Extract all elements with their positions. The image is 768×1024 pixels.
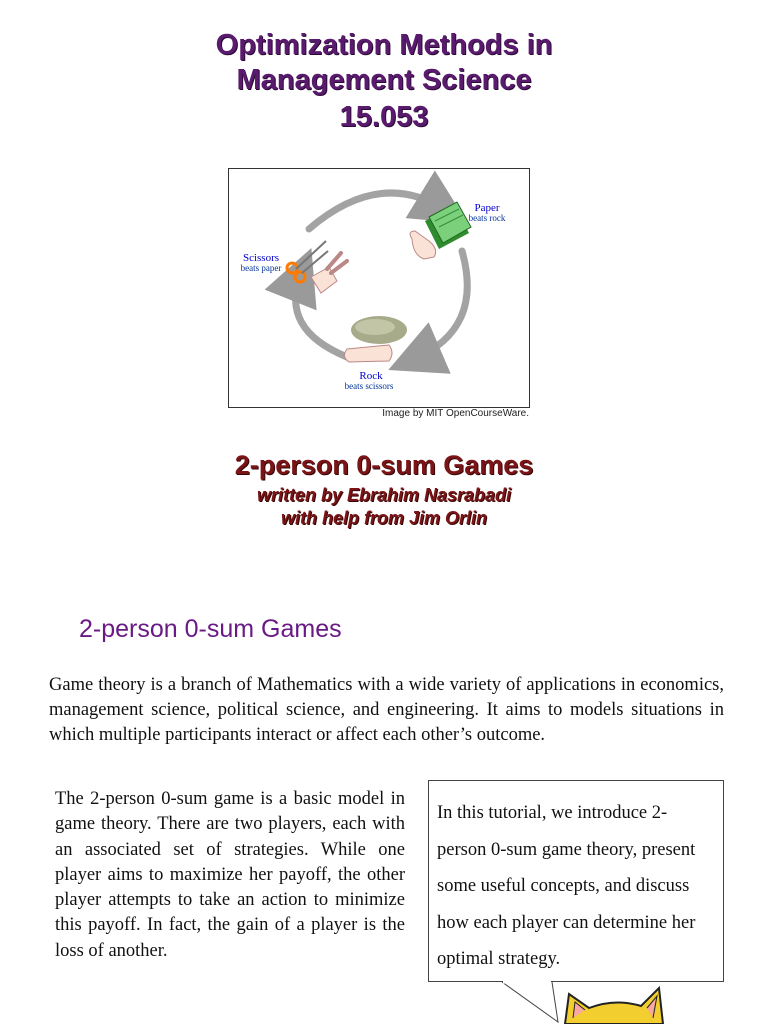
paper-label: Paper bbox=[474, 202, 500, 214]
rock-label: Rock bbox=[359, 370, 383, 382]
cycle-diagram bbox=[229, 169, 529, 407]
course-number: 15.053 bbox=[339, 101, 429, 133]
intro-paragraph: Game theory is a branch of Mathematics with a wide variety of applications in economics, management science, political science, and engineering. It aims to models situations in which multiple participants interact or affect each other’s outcome. bbox=[49, 675, 724, 745]
cat-mascot-icon bbox=[555, 980, 675, 1024]
game-description-paragraph: The 2-person 0-sum game is a basic model in game theory. There are two players, each with an associated set of strategies. While one player aims to maximize her payoff, the other player attempts to take an action to minimize this payoff. In fact, the gain of a player is the loss of another. bbox=[55, 789, 405, 961]
rock-paper-scissors-figure bbox=[228, 168, 530, 408]
paper-stack-icon bbox=[425, 202, 471, 249]
subtitle: 2-person 0-sum Games bbox=[234, 450, 534, 480]
scissors-label: Scissors bbox=[242, 252, 280, 264]
callout-box bbox=[428, 780, 724, 982]
title-line-1: Optimization Methods in bbox=[215, 29, 553, 61]
rock-caption: beats scissors bbox=[344, 381, 394, 391]
title-line-2: Management Science bbox=[236, 64, 532, 96]
fist-icon bbox=[344, 345, 392, 362]
callout-text: In this tutorial, we introduce 2-person 0-sum game theory, present some useful concepts, and discuss how each player can determine her optimal strategy. bbox=[437, 803, 696, 969]
open-hand-icon bbox=[410, 231, 436, 259]
scissors-caption: beats paper bbox=[240, 263, 282, 273]
section-heading: 2-person 0-sum Games bbox=[79, 615, 342, 643]
image-credit: Image by MIT OpenCourseWare. bbox=[382, 408, 529, 419]
rock-icon bbox=[351, 316, 407, 344]
paper-caption: beats rock bbox=[468, 213, 506, 223]
author-line-1: written by Ebrahim Nasrabadi bbox=[256, 485, 512, 505]
peace-hand-icon bbox=[311, 253, 347, 293]
author-line-2: with help from Jim Orlin bbox=[280, 508, 487, 528]
